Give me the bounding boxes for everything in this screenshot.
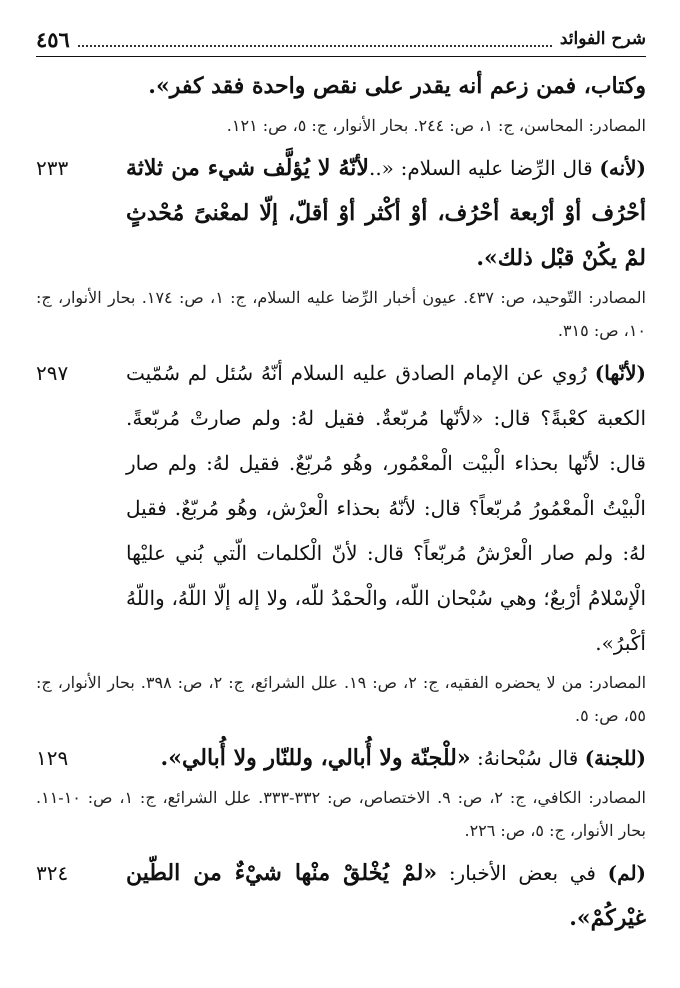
entry-laannahu [36, 146, 646, 347]
page-header [36, 22, 646, 56]
entry-label: (لم) [607, 861, 647, 885]
source-citation: المصادر: الكافي، ج: ٢، ص: ٩. الاختصاص، ص: ٣٣٢-٣٣٣. علل الشرائع، ج: ١، ص: ١٠-١١. بحار الأنوار، ج: ٥، ص: ٢٢٦. [36, 788, 646, 840]
entry-intro: قال الرِّضا عليه السلام: «.. [368, 156, 593, 180]
entry-number: ٢٣٣ [36, 156, 69, 180]
entry-label: (لأنه) [599, 156, 647, 180]
entry-text [36, 146, 646, 281]
continuation-text: وكتاب، فمن زعم أنه يقدر على نقص واحدة فقد كفر». [148, 73, 646, 99]
entry-body: رُوي عن الإمام الصادق عليه السلام أنّهُ سُئل لم سُمّيت الكعبة كعْبةً؟ قال: «لأنّها مُربّعةٌ. فقيل لهُ: ولم صارتْ مُربّعةً. قال: لأنّها بحذاء الْبيْت الْمعْمُور، وهُو مُربّعٌ. فقيل لهُ: ولم صار الْبيْتُ الْمعْمُورُ مُربّعاً؟ قال: لأنّهُ بحذاء الْعرْش، وهُو مُربّعٌ. فقيل لهُ: ولم صار الْعرْشُ مُربّعاً؟ قال: لأنّ الْكلمات الّتي بُني عليْها الْإسْلامُ أرْبعٌ؛ وهي سُبْحان اللّه، والْحمْدُ للّه، ولا إله إلّا اللّهُ، واللّهُ أكْبرُ». [126, 361, 646, 655]
source-citation: المصادر: من لا يحضره الفقيه، ج: ٢، ص: ١٩. علل الشرائع، ج: ٢، ص: ٣٩٨. بحار الأنوار، ج: ٥٥، ص: ٥. [36, 673, 647, 725]
entry-number: ٢٩٧ [36, 361, 69, 385]
entry-quote: لأنّهُ لا يُؤلَّف شيء من ثلاثة أحْرُف أوْ أرْبعة أحْرُف، أوْ أكْثر أوْ أقلّ، إلّا لمعْنىً مُحْدثٍ لمْ يكُنْ قبْل ذلك». [126, 155, 646, 271]
source-citation: المصادر: التّوحيد، ص: ٤٣٧. عيون أخبار الرِّضا عليه السلام، ج: ١، ص: ١٧٤. بحار الأنوار، ج: ١٠، ص: ٣١٥. [36, 288, 646, 340]
entry-intro: في بعض الأخبار: [448, 861, 596, 885]
entry-label: (للجنة) [584, 746, 646, 770]
entry-quote: «لمْ يُخْلقْ منْها شيْءٌ من الطّين غيْركُمْ». [126, 860, 646, 931]
running-title: شرح الفوائد [559, 29, 646, 49]
header-dotted-leader [78, 31, 552, 47]
page-body [36, 64, 646, 941]
entry-number: ١٢٩ [36, 746, 69, 770]
entry-liljanna [36, 736, 646, 847]
entry-number: ٣٢٤ [36, 861, 69, 885]
entry-quote: «للْجنّة ولا أُبالي، وللنّار ولا أُبالي». [160, 745, 471, 771]
entry-intro: قال سُبْحانهُ: [476, 746, 579, 770]
entry-continuation [36, 64, 646, 142]
entry-laannaha [36, 351, 646, 732]
source-citation: المصادر: المحاسن، ج: ١، ص: ٢٤٤. بحار الأنوار، ج: ٥، ص: ١٢١. [226, 116, 646, 135]
entry-lam [36, 851, 646, 941]
entry-label: (لأنّها) [594, 361, 646, 385]
entry-text [36, 736, 646, 781]
entry-text [36, 851, 646, 941]
entry-text [36, 351, 646, 666]
page-number: ٤٥٦ [36, 26, 70, 52]
header-rule [36, 56, 646, 57]
